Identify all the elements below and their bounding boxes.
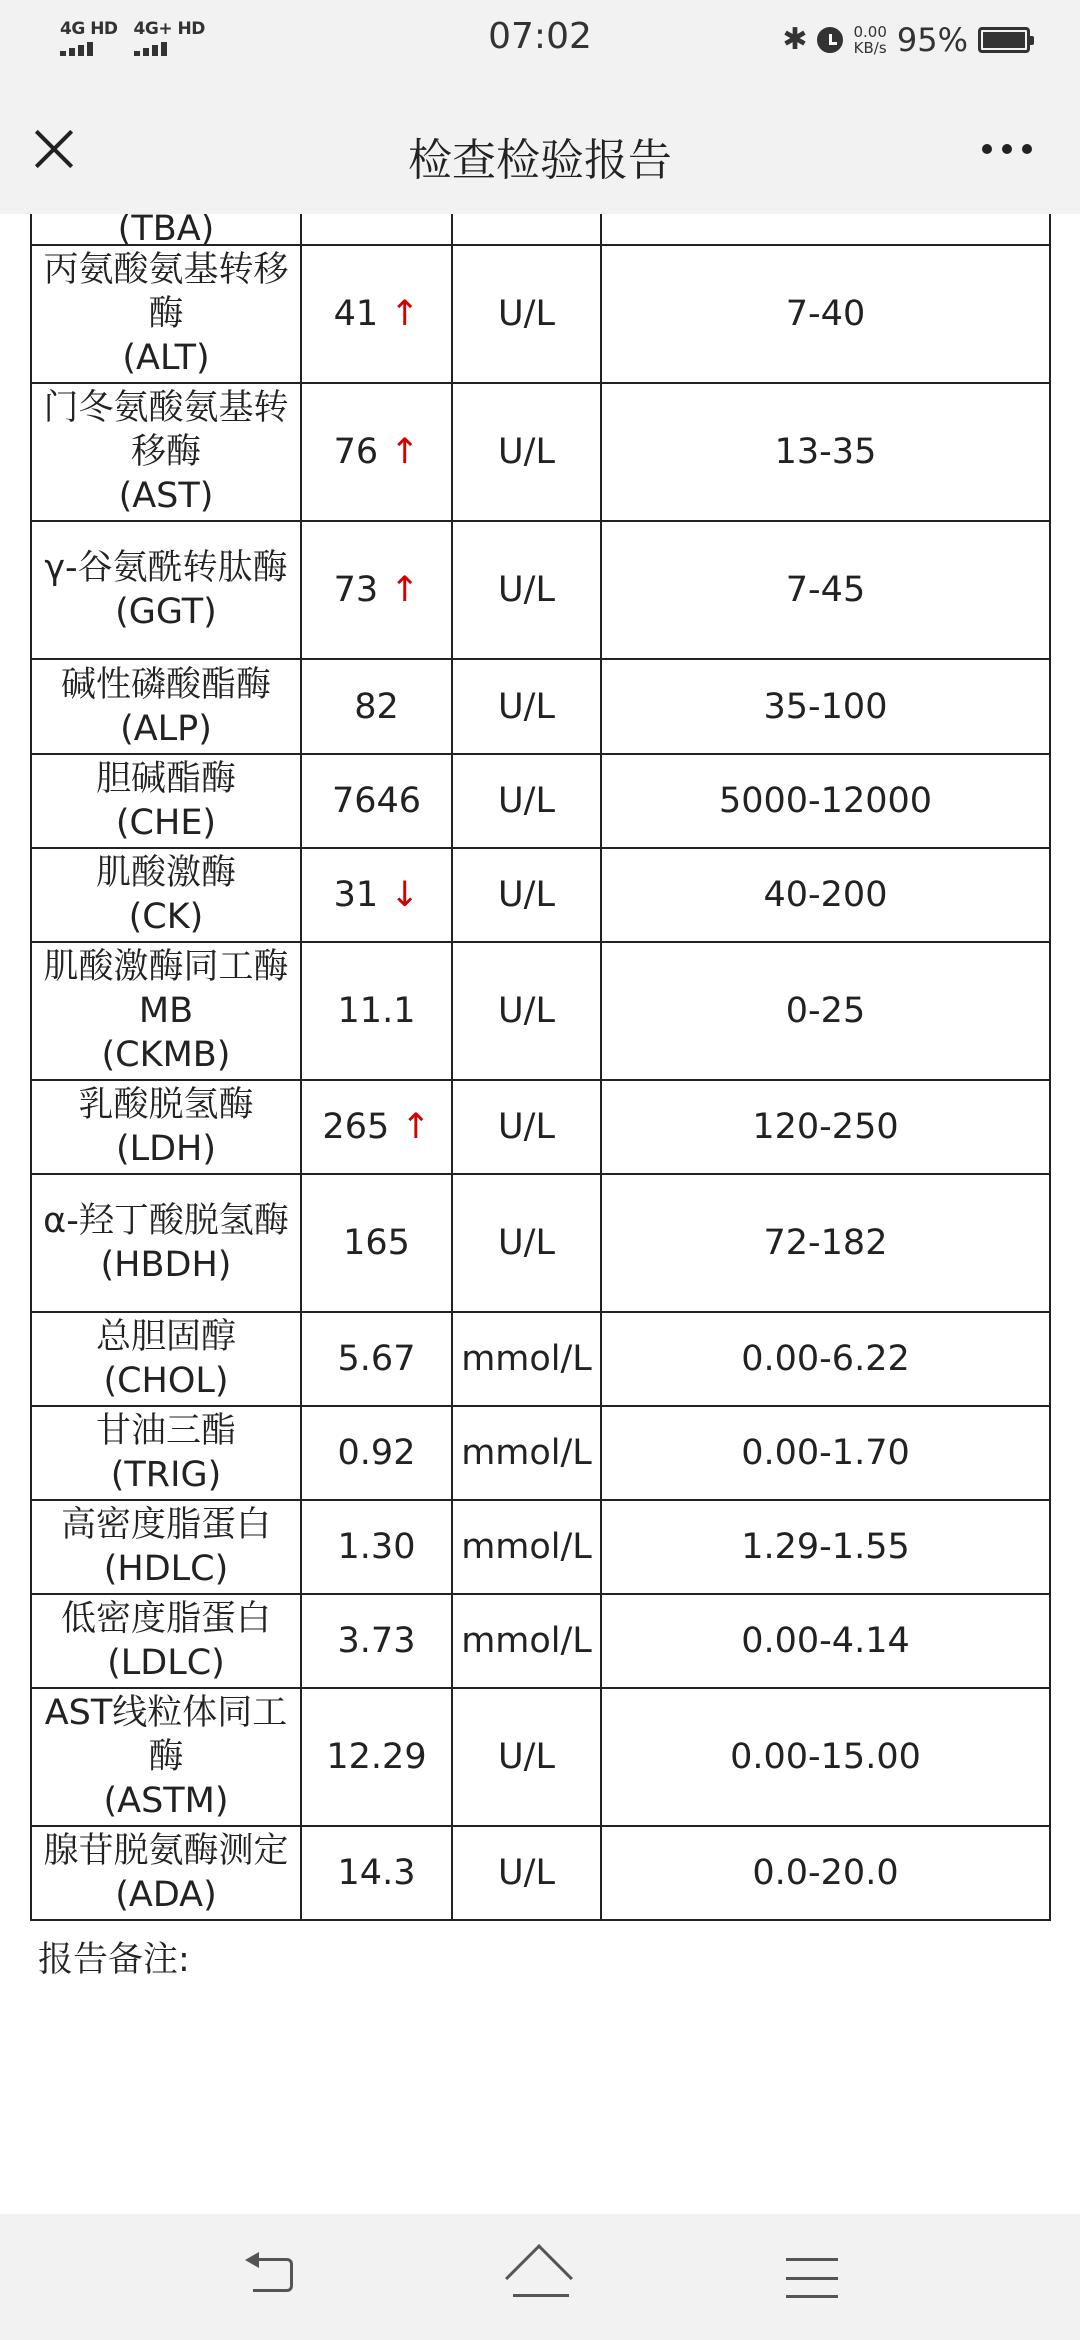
reference-range-cell — [601, 245, 1050, 383]
result-value: 12.29 — [326, 1737, 427, 1777]
reference-range: 7-40 — [785, 294, 866, 334]
unit-cell — [452, 1594, 601, 1688]
lab-results-table — [30, 214, 1051, 1921]
reference-range-cell — [601, 1312, 1050, 1406]
report-note-label: 报告备注: — [38, 1940, 190, 1980]
test-name: 低密度脂蛋白 (LDLC) — [60, 1599, 271, 1683]
result-value: 5.67 — [337, 1339, 416, 1379]
unit: U/L — [498, 1107, 555, 1147]
unit: U/L — [498, 570, 555, 610]
table-row — [31, 942, 1050, 1080]
table-row — [31, 1312, 1050, 1406]
unit-cell — [452, 754, 601, 848]
unit-cell — [452, 1174, 601, 1312]
clock: 07:02 — [488, 16, 592, 57]
result-value: 265 — [322, 1107, 390, 1147]
net-speed — [853, 24, 886, 56]
result-value-cell — [301, 848, 452, 942]
unit: mmol/L — [461, 1527, 592, 1567]
unit: U/L — [498, 1853, 555, 1893]
test-name-cell — [31, 1080, 301, 1174]
test-name: 丙氨酸氨基转移酶 (ALT) — [43, 250, 289, 378]
unit: U/L — [498, 432, 555, 472]
unit-cell — [452, 1688, 601, 1826]
report-content[interactable] — [0, 214, 1080, 2214]
battery-percent: 95% — [896, 21, 968, 59]
test-name: 肌酸激酶同工酶MB (CKMB) — [43, 947, 289, 1075]
reference-range: 0.00-6.22 — [741, 1339, 910, 1379]
unit-cell — [452, 245, 601, 383]
reference-range: 35-100 — [763, 686, 888, 727]
table-row — [31, 521, 1050, 659]
unit-cell — [452, 942, 601, 1080]
reference-range-cell — [601, 383, 1050, 521]
result-value: 7646 — [331, 781, 422, 821]
battery-icon — [978, 27, 1030, 53]
status-icons — [782, 20, 1030, 60]
reference-range-cell — [601, 521, 1050, 659]
signal-2-label: 4G+ HD — [133, 19, 205, 39]
alarm-icon — [817, 27, 843, 53]
reference-range: 0.00-15.00 — [730, 1737, 921, 1777]
reference-range-cell — [601, 1826, 1050, 1920]
arrow-up-icon: ↑ — [390, 294, 420, 334]
result-value: 0.92 — [337, 1433, 416, 1473]
reference-range: 0.00-4.14 — [741, 1621, 910, 1661]
test-name-cell — [31, 1406, 301, 1500]
result-value: 41 — [333, 294, 379, 334]
unit-cell — [452, 848, 601, 942]
reference-range-cell — [601, 214, 1050, 245]
result-value-cell — [301, 383, 452, 521]
test-name: (TBA) — [117, 214, 215, 249]
table-row — [31, 214, 1050, 245]
table-row — [31, 1080, 1050, 1174]
result-value-cell — [301, 1826, 452, 1920]
reference-range-cell — [601, 1594, 1050, 1688]
unit-cell — [452, 214, 601, 245]
arrow-up-icon: ↑ — [390, 570, 420, 610]
unit: U/L — [498, 1737, 555, 1777]
reference-range-cell — [601, 942, 1050, 1080]
result-value-cell — [301, 214, 452, 245]
reference-range-cell — [601, 1406, 1050, 1500]
test-name: 门冬氨酸氨基转移酶 (AST) — [43, 388, 289, 516]
result-value: 73 — [333, 570, 379, 610]
table-row — [31, 848, 1050, 942]
test-name: 碱性磷酸酯酶 (ALP) — [60, 664, 271, 749]
unit-cell — [452, 521, 601, 659]
unit: mmol/L — [461, 1621, 592, 1661]
page-title: 检查检验报告 — [408, 135, 672, 186]
test-name: 甘油三酯 (TRIG) — [95, 1411, 236, 1495]
test-name: α-羟丁酸脱氢酶 (HBDH) — [43, 1201, 289, 1285]
result-value: 82 — [354, 686, 399, 727]
unit-cell — [452, 383, 601, 521]
result-value-cell — [301, 1594, 452, 1688]
test-name-cell — [31, 659, 301, 754]
test-name-cell — [31, 848, 301, 942]
unit: U/L — [498, 294, 555, 334]
unit: U/L — [498, 875, 555, 915]
unit-cell — [452, 1406, 601, 1500]
arrow-down-icon: ↓ — [390, 875, 420, 915]
unit: U/L — [498, 1223, 555, 1263]
net-speed-value: 0.00 — [853, 23, 887, 41]
table-row — [31, 659, 1050, 754]
test-name: 总胆固醇 (CHOL) — [95, 1317, 236, 1401]
test-name: 乳酸脱氢酶 (LDH) — [78, 1085, 254, 1169]
reference-range: 120-250 — [752, 1107, 899, 1147]
test-name-cell — [31, 1500, 301, 1594]
more-icon[interactable] — [982, 144, 1032, 154]
result-value-cell — [301, 942, 452, 1080]
table-row — [31, 383, 1050, 521]
table-row — [31, 1406, 1050, 1500]
menu-icon[interactable] — [786, 2258, 838, 2298]
unit: U/L — [498, 686, 555, 727]
table-row — [31, 1594, 1050, 1688]
result-value-cell — [301, 1406, 452, 1500]
result-value: 31 — [333, 875, 379, 915]
table-row — [31, 245, 1050, 383]
reference-range: 0.0-20.0 — [752, 1853, 899, 1893]
home-icon[interactable] — [505, 2250, 577, 2300]
table-row — [31, 1688, 1050, 1826]
status-bar — [0, 0, 1080, 84]
unit: U/L — [498, 991, 555, 1031]
result-value: 14.3 — [337, 1853, 416, 1893]
test-name: AST线粒体同工酶 (ASTM) — [44, 1693, 288, 1821]
reference-range-cell — [601, 848, 1050, 942]
signal-1-label: 4G HD — [60, 19, 118, 39]
unit: U/L — [498, 781, 555, 821]
test-name-cell — [31, 1594, 301, 1688]
reference-range-cell — [601, 1500, 1050, 1594]
test-name-cell — [31, 1688, 301, 1826]
back-icon[interactable] — [245, 2254, 295, 2296]
result-value: 1.30 — [337, 1527, 416, 1567]
test-name-cell — [31, 942, 301, 1080]
test-name-cell — [31, 521, 301, 659]
reference-range: 1.29-1.55 — [741, 1527, 910, 1567]
unit-cell — [452, 1312, 601, 1406]
test-name: γ-谷氨酰转肽酶 (GGT) — [44, 548, 288, 632]
net-speed-unit: KB/s — [853, 39, 887, 57]
test-name: 高密度脂蛋白 (HDLC) — [60, 1505, 271, 1589]
reference-range: 72-182 — [763, 1223, 888, 1263]
reference-range: 5000-12000 — [718, 781, 933, 821]
result-value: 11.1 — [337, 991, 416, 1031]
table-row — [31, 754, 1050, 848]
reference-range: 13-35 — [774, 432, 877, 472]
test-name: 胆碱酯酶 (CHE) — [95, 759, 236, 843]
arrow-up-icon: ↑ — [401, 1107, 431, 1147]
test-name-cell — [31, 245, 301, 383]
unit-cell — [452, 1826, 601, 1920]
unit-cell — [452, 1080, 601, 1174]
test-name-cell — [31, 214, 301, 249]
test-name-cell — [31, 383, 301, 521]
test-name-cell — [31, 1826, 301, 1920]
result-value-cell — [301, 1500, 452, 1594]
reference-range: 0-25 — [785, 991, 866, 1031]
unit-cell — [452, 659, 601, 754]
result-value: 165 — [343, 1223, 410, 1263]
result-value-cell — [301, 521, 452, 659]
test-name-cell — [31, 1312, 301, 1406]
result-value-cell — [301, 245, 452, 383]
reference-range-cell — [601, 754, 1050, 848]
arrow-up-icon: ↑ — [390, 432, 420, 472]
test-name: 腺苷脱氨酶测定 (ADA) — [43, 1831, 289, 1915]
reference-range: 7-45 — [785, 570, 866, 610]
title-bar — [0, 84, 1080, 214]
nav-bar — [0, 2214, 1080, 2340]
table-row — [31, 1826, 1050, 1920]
reference-range-cell — [601, 1688, 1050, 1826]
result-value-cell — [301, 754, 452, 848]
test-name-cell — [31, 1174, 301, 1312]
result-value: 76 — [333, 432, 379, 472]
result-value-cell — [301, 1312, 452, 1406]
reference-range-cell — [601, 659, 1050, 754]
result-value-cell — [301, 1174, 452, 1312]
result-value-cell — [301, 1080, 452, 1174]
reference-range-cell — [601, 1174, 1050, 1312]
table-row — [31, 1174, 1050, 1312]
result-value-cell — [301, 1688, 452, 1826]
reference-range: 0.00-1.70 — [741, 1433, 910, 1473]
reference-range: 40-200 — [763, 875, 888, 915]
unit-cell — [452, 1500, 601, 1594]
unit: mmol/L — [461, 1339, 592, 1379]
table-row — [31, 1500, 1050, 1594]
test-name-cell — [31, 754, 301, 848]
unit: mmol/L — [461, 1433, 592, 1473]
reference-range-cell — [601, 1080, 1050, 1174]
bluetooth-icon: ✱ — [782, 22, 808, 57]
result-value: 3.73 — [337, 1621, 416, 1661]
result-value-cell — [301, 659, 452, 754]
test-name: 肌酸激酶 (CK) — [95, 853, 236, 937]
